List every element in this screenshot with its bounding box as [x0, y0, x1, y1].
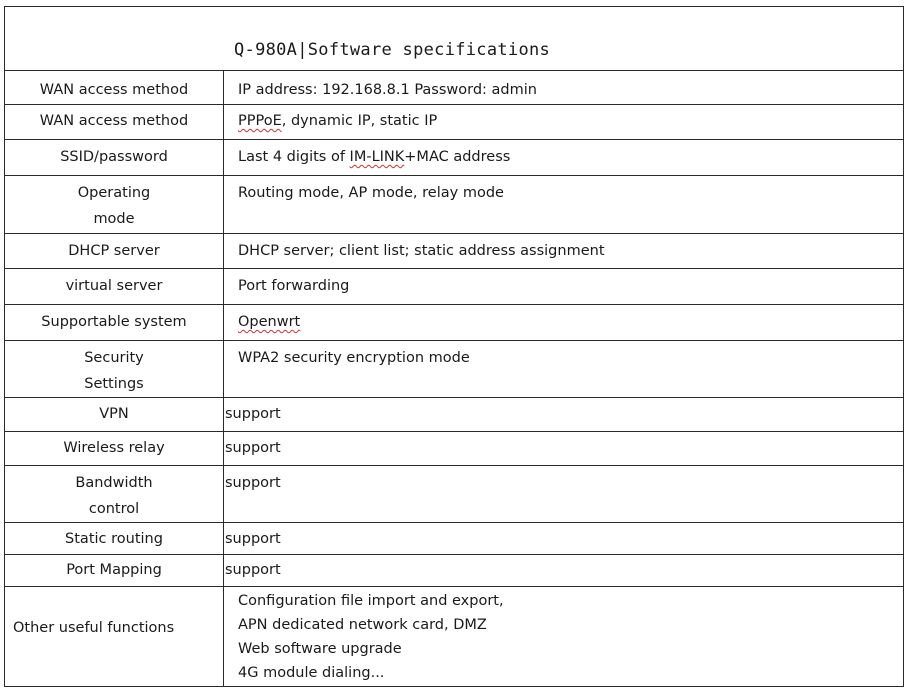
row-value: support: [224, 466, 904, 523]
table-row: [5, 176, 904, 234]
row-label: SSID/password: [5, 140, 224, 176]
row-value: Openwrt: [224, 305, 904, 341]
row-label: VPN: [5, 398, 224, 432]
table-row: [5, 269, 904, 305]
row-value: WPA2 security encryption mode: [224, 341, 904, 398]
row-label: Static routing: [5, 523, 224, 555]
row-label: Security Settings: [5, 341, 224, 398]
table-row: [5, 105, 904, 140]
table-row: [5, 305, 904, 341]
row-label: Other useful functions: [5, 587, 224, 687]
table-row: [5, 432, 904, 466]
row-label: virtual server: [5, 269, 224, 305]
table-row: [5, 71, 904, 105]
row-value: DHCP server; client list; static address assignment: [224, 234, 904, 269]
row-label: WAN access method: [5, 71, 224, 105]
row-label: Bandwidth control: [5, 466, 224, 523]
row-value: support: [224, 555, 904, 587]
table-row: [5, 587, 904, 687]
table-row: [5, 398, 904, 432]
spec-table: [4, 70, 904, 687]
row-label: Supportable system: [5, 305, 224, 341]
table-row: [5, 234, 904, 269]
table-row: [5, 341, 904, 398]
row-value: Configuration file import and export, APN dedicated network card, DMZ Web software upgrade 4G module dialing...: [224, 587, 904, 687]
row-label: DHCP server: [5, 234, 224, 269]
row-value: support: [224, 398, 904, 432]
page-title: Q-980A|Software specifications: [234, 40, 551, 60]
row-value: support: [224, 523, 904, 555]
table-row: [5, 523, 904, 555]
row-value: PPPoE, dynamic IP, static IP: [224, 105, 904, 140]
row-value: support: [224, 432, 904, 466]
row-value: Last 4 digits of IM-LINK+MAC address: [224, 140, 904, 176]
table-row: [5, 140, 904, 176]
title-row: [4, 6, 904, 70]
row-label: Port Mapping: [5, 555, 224, 587]
row-label: Wireless relay: [5, 432, 224, 466]
row-value: IP address: 192.168.8.1 Password: admin: [224, 71, 904, 105]
row-label: Operating mode: [5, 176, 224, 234]
table-row: [5, 555, 904, 587]
row-label: WAN access method: [5, 105, 224, 140]
table-row: [5, 466, 904, 523]
row-value: Port forwarding: [224, 269, 904, 305]
row-value: Routing mode, AP mode, relay mode: [224, 176, 904, 234]
